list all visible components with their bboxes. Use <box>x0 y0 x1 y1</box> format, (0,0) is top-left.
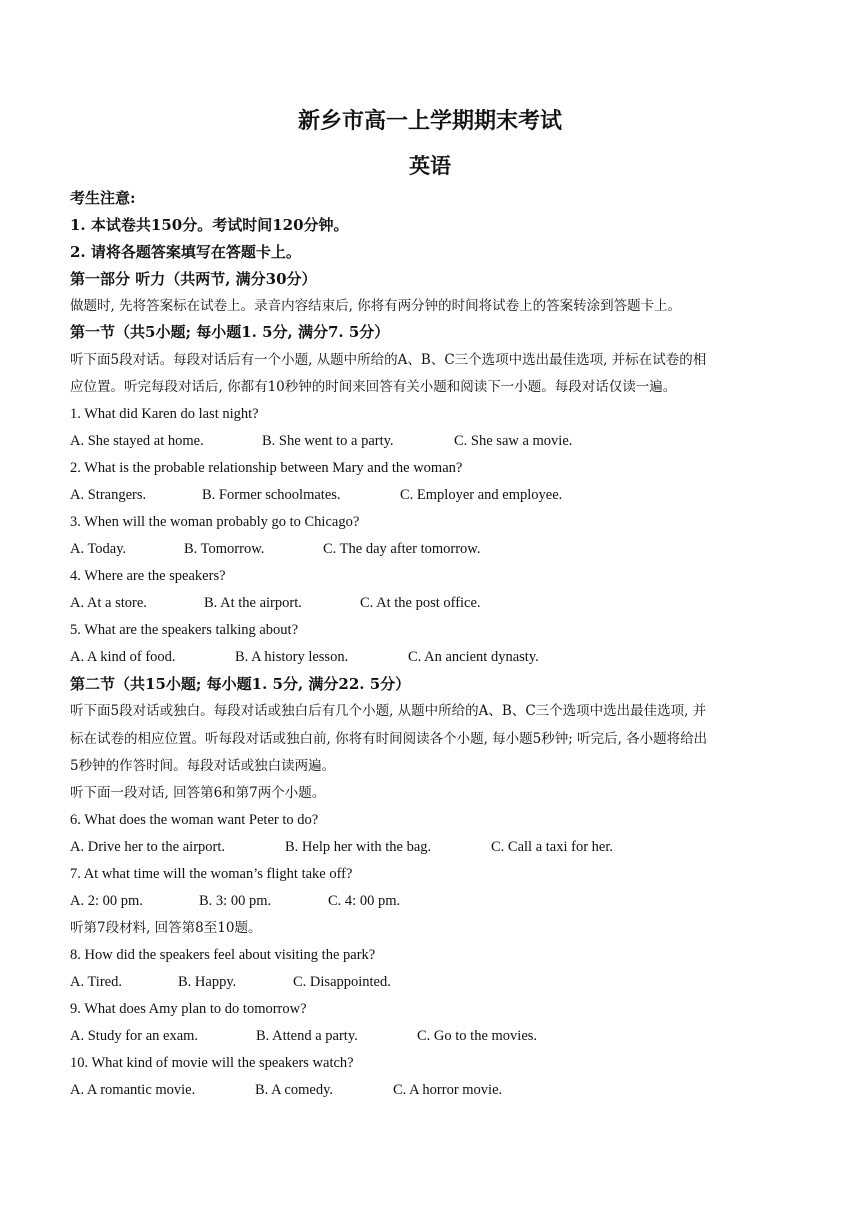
option-a: A. At a store. <box>70 595 147 611</box>
options-1 <box>70 431 790 451</box>
question-4: 4. Where are the speakers? <box>70 568 226 584</box>
options-6 <box>70 837 790 857</box>
question-10: 10. What kind of movie will the speakers watch? <box>70 1055 354 1071</box>
options-8 <box>70 972 790 992</box>
options-7 <box>70 891 790 911</box>
option-a: A. Today. <box>70 541 127 557</box>
option-c: C. Employer and employee. <box>400 487 563 503</box>
section1-intro-line: 听下面5段对话。每段对话后有一个小题, 从题中所给的A、B、C三个选项中选出最佳选项, 并标在试卷的相 <box>70 352 707 368</box>
option-c: C. The day after tomorrow. <box>323 541 481 557</box>
exam-subject: 英语 <box>409 153 451 178</box>
option-c: C. Disappointed. <box>293 974 391 990</box>
group1-intro: 听下面一段对话, 回答第6和第7两个小题。 <box>70 785 326 801</box>
option-c: C. An ancient dynasty. <box>408 649 539 665</box>
section1-intro-line: 应位置。听完每段对话后, 你都有10秒钟的时间来回答有关小题和阅读下一小题。每段对话仅读一遍。 <box>70 379 677 395</box>
options-3 <box>70 539 790 559</box>
section2-intro-line: 5秒钟的作答时间。每段对话或独白读两遍。 <box>70 758 336 774</box>
options-4 <box>70 593 790 613</box>
option-a: A. Tired. <box>70 974 122 990</box>
option-b: B. She went to a party. <box>262 433 394 449</box>
question-3: 3. When will the woman probably go to Chicago? <box>70 514 360 530</box>
part1-intro: 做题时, 先将答案标在试卷上。录音内容结束后, 你将有两分钟的时间将试卷上的答案转涂到答题卡上。 <box>70 298 682 314</box>
part1-heading: 第一部分 听力（共两节, 满分30分） <box>70 270 317 288</box>
option-b: B. A history lesson. <box>235 649 349 665</box>
question-6: 6. What does the woman want Peter to do? <box>70 812 319 828</box>
section2-intro-line: 听下面5段对话或独白。每段对话或独白后有几个小题, 从题中所给的A、B、C三个选项中选出最佳选项, 并 <box>70 703 707 719</box>
option-b: B. Happy. <box>178 974 237 990</box>
option-a: A. 2: 00 pm. <box>70 893 143 909</box>
option-b: B. At the airport. <box>204 595 302 611</box>
group2-intro: 听第7段材料, 回答第8至10题。 <box>70 920 262 936</box>
option-c: C. A horror movie. <box>393 1082 503 1098</box>
option-a: A. She stayed at home. <box>70 433 204 449</box>
question-8: 8. How did the speakers feel about visiting the park? <box>70 947 376 963</box>
option-a: A. Study for an exam. <box>70 1028 199 1044</box>
option-a: A. Strangers. <box>70 487 147 503</box>
notice-item: 1. 本试卷共150分。考试时间120分钟。 <box>70 216 349 234</box>
question-5: 5. What are the speakers talking about? <box>70 622 299 638</box>
option-c: C. Call a taxi for her. <box>491 839 614 855</box>
section1-heading: 第一节（共5小题; 每小题1. 5分, 满分7. 5分） <box>70 323 390 341</box>
options-5 <box>70 647 790 667</box>
option-a: A. A romantic movie. <box>70 1082 196 1098</box>
question-7: 7. At what time will the woman’s flight take off? <box>70 866 353 882</box>
section2-heading: 第二节（共15小题; 每小题1. 5分, 满分22. 5分） <box>70 675 411 693</box>
exam-title: 新乡市高一上学期期末考试 <box>297 108 562 134</box>
option-c: C. Go to the movies. <box>417 1028 538 1044</box>
question-1: 1. What did Karen do last night? <box>70 406 259 422</box>
option-a: A. A kind of food. <box>70 649 176 665</box>
option-c: C. She saw a movie. <box>454 433 573 449</box>
options-2 <box>70 485 790 505</box>
option-b: B. Former schoolmates. <box>202 487 341 503</box>
option-b: B. 3: 00 pm. <box>199 893 272 909</box>
options-10 <box>70 1080 790 1100</box>
question-2: 2. What is the probable relationship between Mary and the woman? <box>70 460 463 476</box>
notice-heading: 考生注意: <box>70 189 136 207</box>
section2-intro-line: 标在试卷的相应位置。听每段对话或独白前, 你将有时间阅读各个小题, 每小题5秒钟; 听完后, 各小题将给出 <box>70 731 708 747</box>
option-a: A. Drive her to the airport. <box>70 839 226 855</box>
option-b: B. Help her with the bag. <box>285 839 432 855</box>
option-b: B. Attend a party. <box>256 1028 358 1044</box>
question-9: 9. What does Amy plan to do tomorrow? <box>70 1001 307 1017</box>
option-b: B. Tomorrow. <box>184 541 265 557</box>
option-c: C. 4: 00 pm. <box>328 893 401 909</box>
notice-item: 2. 请将各题答案填写在答题卡上。 <box>70 243 301 261</box>
option-b: B. A comedy. <box>255 1082 334 1098</box>
options-9 <box>70 1026 790 1046</box>
option-c: C. At the post office. <box>360 595 481 611</box>
